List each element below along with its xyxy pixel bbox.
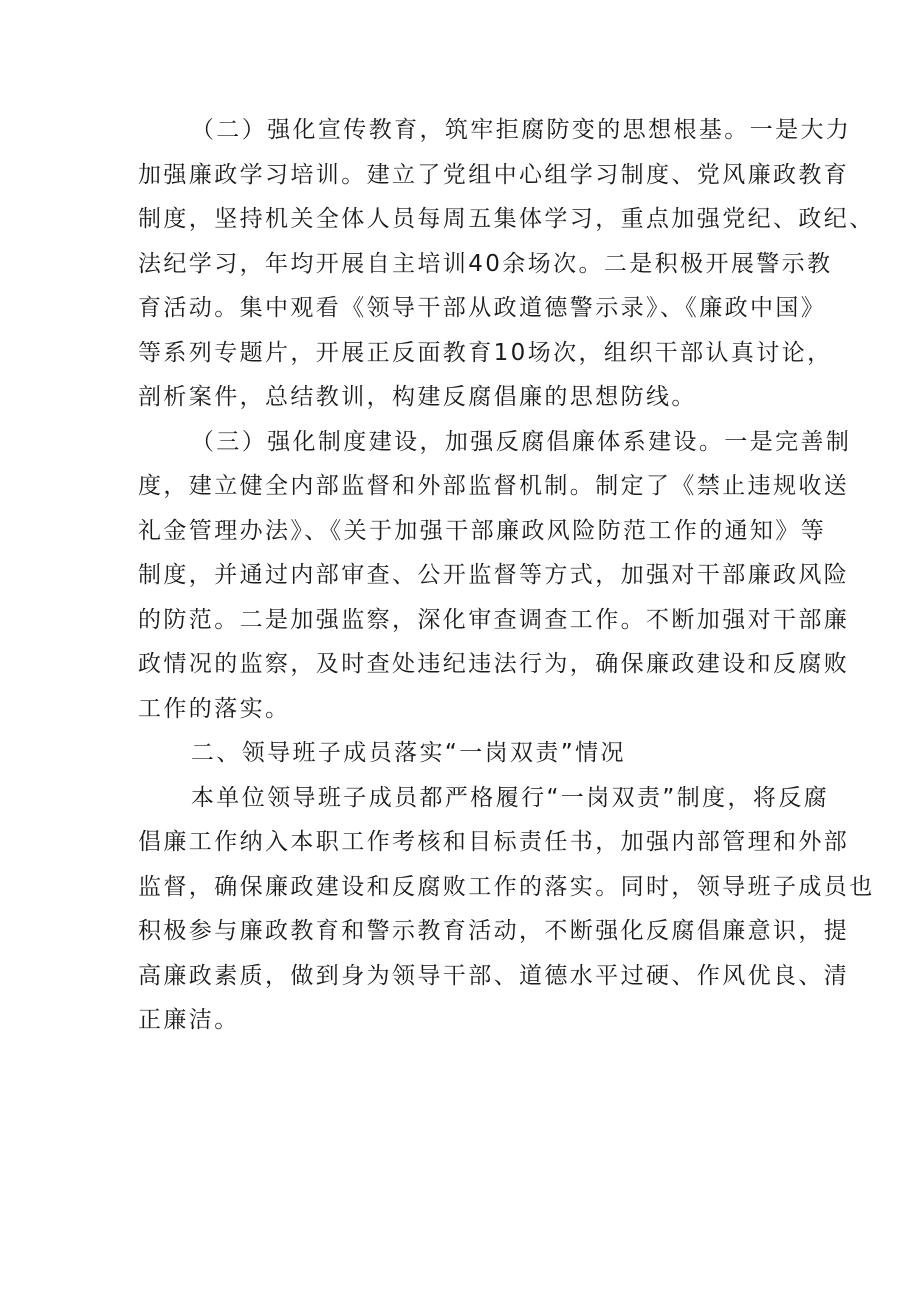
text-line: 剖析案件，总结教训，构建反腐倡廉的思想防线。 xyxy=(138,384,697,410)
text-line: 育活动。集中观看《领导干部从政道德警示录》、《廉政中国》 xyxy=(138,295,827,321)
text-line: 高廉政素质，做到身为领导干部、道德水平过硬、作风优良、清 xyxy=(138,962,850,989)
text-line: 度，建立健全内部监督和外部监督机制。制定了《禁止违规收送 xyxy=(138,473,850,499)
text-line: 正廉洁。 xyxy=(138,1007,240,1033)
heading-text: 二、领导班子成员落实“一岗双责”情况 xyxy=(190,740,626,766)
text-line: 等系列专题片，开展正反面教育10场次，组织干部认真讨论， xyxy=(138,339,833,366)
text-line: 倡廉工作纳入本职工作考核和目标责任书，加强内部管理和外部 xyxy=(138,829,850,855)
paragraph-publicity-education xyxy=(138,108,875,420)
section-heading xyxy=(138,731,798,776)
text-line: 加强廉政学习培训。建立了党组中心组学习制度、党风廉政教育 xyxy=(138,161,850,188)
text-line: 制度，并通过内部审查、公开监督等方式，加强对干部廉政风险 xyxy=(138,562,850,588)
text-line: 本单位领导班子成员都严格履行“一岗双责”制度，将反腐 xyxy=(190,784,830,811)
text-line: 监督，确保廉政建设和反腐败工作的落实。同时，领导班子成员也 xyxy=(138,873,875,900)
text-line: 政情况的监察，及时查处违纪违法行为，确保廉政建设和反腐败 xyxy=(138,651,850,677)
text-line: （三）强化制度建设，加强反腐倡廉体系建设。一是完善制 xyxy=(190,428,852,455)
paragraph-leadership-responsibility xyxy=(138,776,875,1043)
text-line: 工作的落实。 xyxy=(138,695,291,722)
paragraph-system-building xyxy=(138,420,852,732)
text-line: 的防范。二是加强监察，深化审查调查工作。不断加强对干部廉 xyxy=(138,606,850,633)
text-line: 礼金管理办法》、《关于加强干部廉政风险防范工作的通知》等 xyxy=(138,517,827,544)
text-line: （二）强化宣传教育，筑牢拒腐防变的思想根基。一是大力 xyxy=(190,117,852,143)
text-line: 制度，坚持机关全体人员每周五集体学习，重点加强党纪、政纪、 xyxy=(138,206,875,232)
text-line: 法纪学习，年均开展自主培训40余场次。二是积极开展警示教 xyxy=(138,250,833,277)
document-body xyxy=(138,108,875,1043)
text-line: 积极参与廉政教育和警示教育活动，不断强化反腐倡廉意识，提 xyxy=(138,918,850,944)
